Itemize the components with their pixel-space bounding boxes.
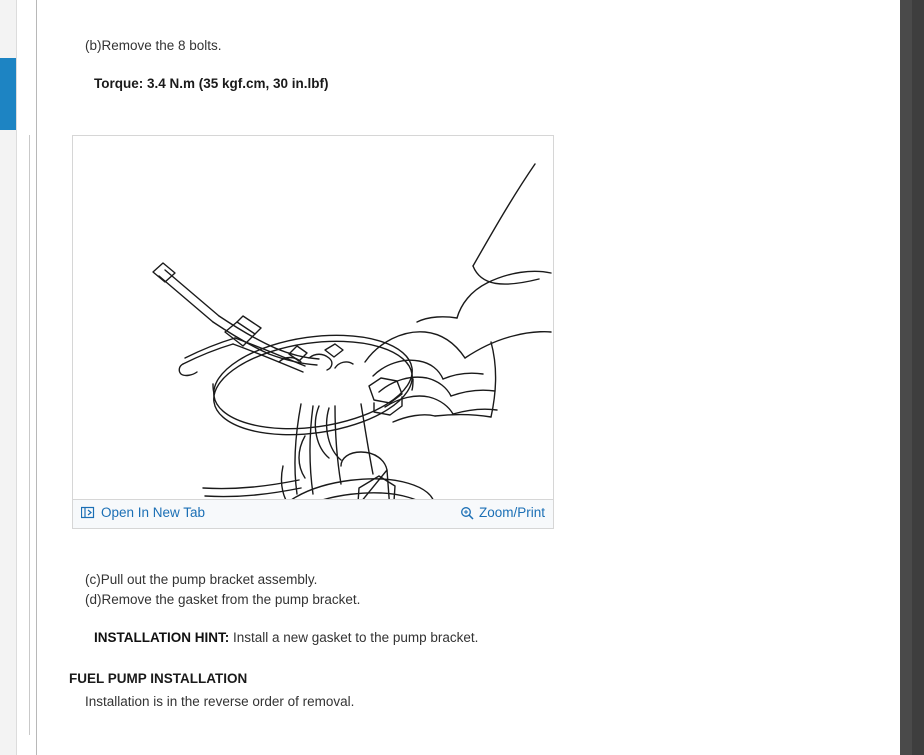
open-in-new-tab-icon — [81, 506, 95, 520]
step-c-text: Pull out the pump bracket assembly. — [100, 572, 318, 587]
step-c-label: (c) — [85, 572, 101, 587]
vertical-scrollbar[interactable] — [0, 0, 17, 755]
right-panel — [900, 0, 924, 755]
zoom-print-label[interactable]: Zoom/Print — [478, 505, 545, 520]
open-in-new-tab-button[interactable] — [81, 505, 205, 520]
step-d-label: (d) — [85, 592, 102, 607]
step-d — [85, 590, 360, 610]
figure-image — [73, 136, 553, 499]
left-gutter — [0, 0, 36, 755]
content-side-rule — [29, 135, 30, 735]
figure-toolbar — [73, 499, 553, 528]
step-b-text: Remove the 8 bolts. — [101, 38, 222, 53]
section-body: Installation is in the reverse order of removal. — [85, 694, 355, 709]
torque-spec: Torque: 3.4 N.m (35 kgf.cm, 30 in.lbf) — [94, 76, 329, 91]
document-content — [57, 0, 900, 755]
step-c — [85, 570, 317, 590]
magnifier-icon — [460, 506, 474, 520]
section-title: FUEL PUMP INSTALLATION — [69, 671, 248, 686]
step-b — [85, 36, 222, 56]
installation-hint-text: Install a new gasket to the pump bracket. — [229, 630, 479, 645]
scrollbar-thumb[interactable] — [0, 58, 16, 130]
step-d-text: Remove the gasket from the pump bracket. — [101, 592, 361, 607]
installation-hint — [94, 630, 478, 645]
figure-container — [72, 135, 554, 529]
page-left-margin — [37, 0, 57, 755]
open-in-new-tab-label[interactable]: Open In New Tab — [101, 505, 206, 520]
installation-hint-label: INSTALLATION HINT: — [94, 630, 230, 645]
step-b-label: (b) — [85, 38, 102, 53]
right-panel-inner — [912, 0, 924, 755]
zoom-print-button[interactable] — [460, 505, 545, 520]
